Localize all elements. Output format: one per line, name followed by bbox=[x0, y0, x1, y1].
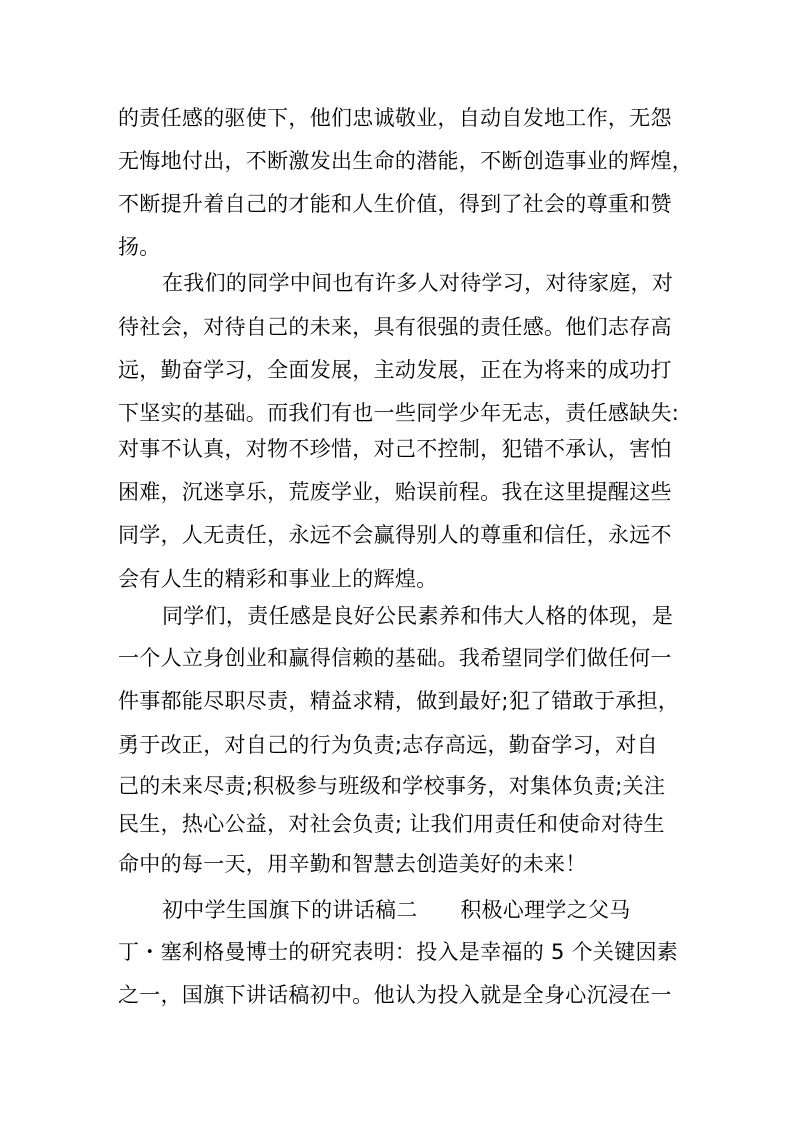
text-line: 远，勤奋学习，全面发展，主动发展，正在为将来的成功打 bbox=[118, 358, 672, 382]
text-line: 丁・塞利格曼博士的研究表明：投入是幸福的 5 个关键因素 bbox=[118, 940, 679, 964]
section-heading-line: 初中学生国旗下的讲话稿二 积极心理学之父马 bbox=[162, 898, 631, 922]
text-line: 的责任感的驱使下，他们忠诚敬业，自动自发地工作，无怨 bbox=[118, 106, 672, 130]
text-line: 对事不认真，对物不珍惜，对己不控制，犯错不承认，害怕 bbox=[118, 437, 672, 461]
text-line: 勇于改正，对自己的行为负责;志存高远，勤奋学习，对自 bbox=[118, 733, 658, 757]
text-line: 无悔地付出，不断激发出生命的潜能，不断创造事业的辉煌， bbox=[118, 149, 694, 173]
text-line: 会有人生的精彩和事业上的辉煌。 bbox=[118, 567, 438, 591]
text-line: 民生，热心公益，对社会负责; 让我们用责任和使命对待生 bbox=[118, 812, 665, 836]
text-line: 一个人立身创业和赢得信赖的基础。我希望同学们做任何一 bbox=[118, 646, 672, 670]
text-line: 己的未来尽责;积极参与班级和学校事务，对集体负责;关注 bbox=[118, 774, 666, 798]
text-line: 扬。 bbox=[118, 235, 161, 259]
text-line: 下坚实的基础。而我们有也一些同学少年无志，责任感缺失: bbox=[118, 401, 680, 425]
paragraph-first-line: 在我们的同学中间也有许多人对待学习，对待家庭，对 bbox=[162, 271, 674, 295]
text-line: 困难，沉迷享乐，荒废学业，贻误前程。我在这里提醒这些 bbox=[118, 480, 672, 504]
text-line: 命中的每一天，用辛勤和智慧去创造美好的未来！ bbox=[118, 852, 587, 876]
text-line: 同学，人无责任，永远不会赢得别人的尊重和信任，永远不 bbox=[118, 523, 672, 547]
text-line: 件事都能尽职尽责，精益求精，做到最好;犯了错敢于承担， bbox=[118, 689, 680, 713]
text-line: 之一，国旗下讲话稿初中。他认为投入就是全身心沉浸在一 bbox=[118, 983, 672, 1007]
paragraph-first-line: 同学们，责任感是良好公民素养和伟大人格的体现，是 bbox=[162, 604, 674, 628]
text-line: 待社会，对待自己的未来，具有很强的责任感。他们志存高 bbox=[118, 315, 672, 339]
text-line: 不断提升着自己的才能和人生价值，得到了社会的尊重和赞 bbox=[118, 192, 672, 216]
